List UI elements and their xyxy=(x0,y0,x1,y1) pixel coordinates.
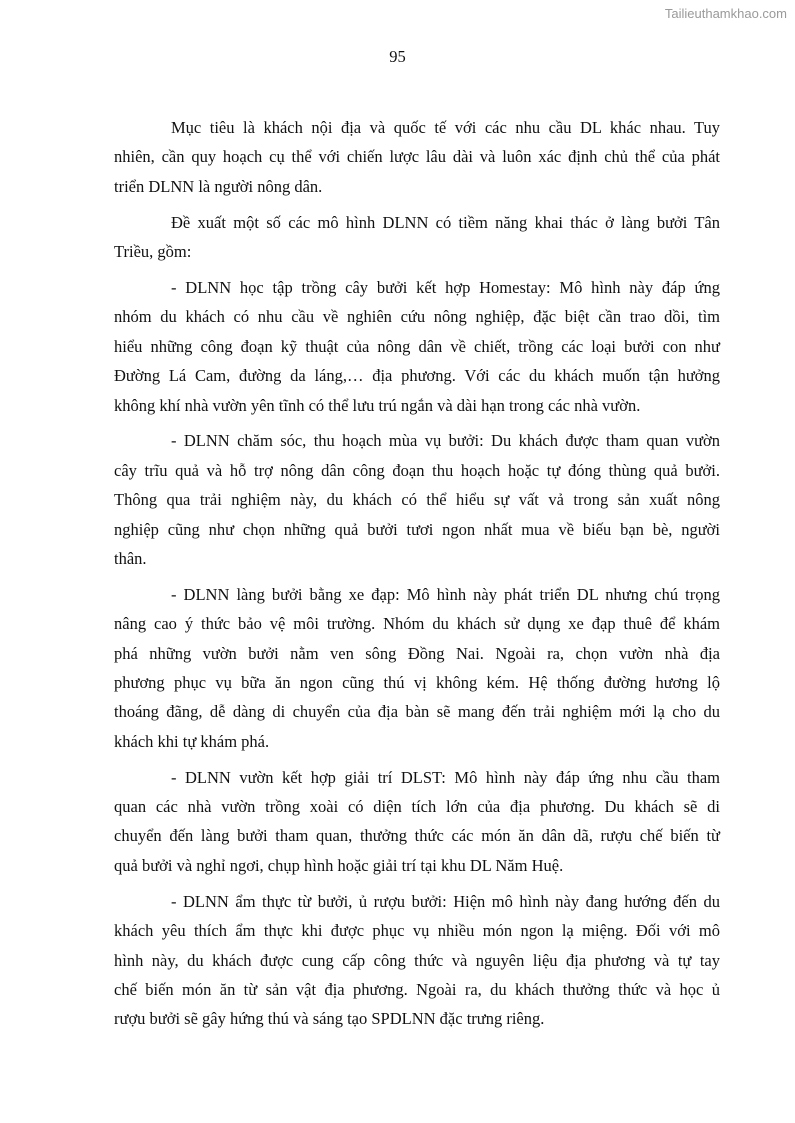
paragraph-line: - DLNN làng bưởi bằng xe đạp: Mô hình này phát triển DL nhưng chú trọng xyxy=(171,584,720,604)
paragraph-line: thân. xyxy=(114,548,147,568)
paragraph-line: chuyển đến làng bưởi tham quan, thưởng thức các món ăn dân dã, rượu chế biến từ xyxy=(114,826,720,846)
paragraph-line: không khí nhà vườn yên tĩnh có thể lưu trú ngắn và dài hạn trong các nhà vườn. xyxy=(114,395,641,415)
paragraph-line: thoáng đãng, dễ dàng di chuyển của địa bàn sẽ mang đến trải nghiệm mới lạ cho du xyxy=(114,702,720,722)
paragraph-line: hình này, du khách được cung cấp công thức và nguyên liệu địa phương và tự tay xyxy=(114,950,720,970)
paragraph-line: phá những vườn bưởi nằm ven sông Đồng Nai. Ngoài ra, chọn vườn nhà địa xyxy=(114,643,720,663)
paragraph xyxy=(114,763,720,881)
paragraph-line: nâng cao ý thức bảo vệ môi trường. Nhóm du khách sử dụng xe đạp thuê để khám xyxy=(114,614,720,634)
paragraph-line: chế biến món ăn từ sản vật địa phương. Ngoài ra, du khách thưởng thức và học ủ xyxy=(114,979,720,999)
page-number: 95 xyxy=(389,47,406,66)
paragraph-line: Đề xuất một số các mô hình DLNN có tiềm năng khai thác ở làng bưởi Tân xyxy=(171,212,720,232)
paragraph xyxy=(114,426,720,573)
paragraph-line: Đường Lá Cam, đường da láng,… địa phương. Với các du khách muốn tận hưởng xyxy=(114,366,720,386)
paragraph-line: - DLNN vườn kết hợp giải trí DLST: Mô hình này đáp ứng nhu cầu tham xyxy=(171,767,720,787)
paragraph-line: quả bưởi và nghỉ ngơi, chụp hình hoặc giải trí tại khu DL Năm Huệ. xyxy=(114,855,564,875)
paragraph-line: - DLNN ẩm thực từ bưởi, ủ rượu bưởi: Hiện mô hình này đang hướng đến du xyxy=(171,891,720,911)
paragraph-line: cây trĩu quả và hỗ trợ nông dân công đoạn thu hoạch hoặc tự đóng thùng quả bưởi. xyxy=(114,460,720,480)
paragraph xyxy=(114,273,720,420)
paragraph-line: quan các nhà vườn trồng xoài có diện tích lớn của địa phương. Du khách sẽ di xyxy=(114,797,720,817)
paragraph-line: triển DLNN là người nông dân. xyxy=(114,176,323,196)
paragraph-line: Triều, gồm: xyxy=(114,242,192,262)
paragraph xyxy=(114,113,720,201)
paragraph-line: nhiên, cần quy hoạch cụ thể với chiến lược lâu dài và luôn xác định chủ thể của phát xyxy=(114,147,720,167)
paragraph-line: nghiệp cũng như chọn những quả bưởi tươi ngon nhất mua về biếu bạn bè, người xyxy=(114,519,720,539)
paragraph-line: Mục tiêu là khách nội địa và quốc tế với các nhu cầu DL khác nhau. Tuy xyxy=(171,118,720,137)
paragraph-line: khách yêu thích ẩm thực khi được phục vụ nhiều món ngon lạ miệng. Đối với mô xyxy=(114,921,720,941)
paragraph-line: - DLNN học tập trồng cây bưởi kết hợp Homestay: Mô hình này đáp ứng xyxy=(171,277,720,297)
paragraph-line: hiểu những công đoạn kỹ thuật của nông dân về chiết, trồng các loại bưởi con như xyxy=(114,336,720,356)
watermark: Tailieuthamkhao.com xyxy=(664,6,787,21)
paragraph-line: - DLNN chăm sóc, thu hoạch mùa vụ bưởi: Du khách được tham quan vườn xyxy=(171,431,720,451)
paragraph-line: nhóm du khách có nhu cầu về nghiên cứu nông nghiệp, đặc biệt cần trao dồi, tìm xyxy=(114,307,720,327)
paragraph xyxy=(114,580,720,756)
paragraph-line: Thông qua trải nghiệm này, du khách có thể hiểu sự vất vả trong sản xuất nông xyxy=(114,490,720,510)
paragraph-line: rượu bưởi sẽ gây hứng thú và sáng tạo SPDLNN đặc trưng riêng. xyxy=(114,1009,545,1029)
paragraph-line: phương phục vụ bữa ăn ngon cũng thú vị không kém. Hệ thống đường hương lộ xyxy=(114,673,720,693)
paragraph xyxy=(114,887,720,1034)
paragraph xyxy=(114,208,720,267)
paragraph-line: khách khi tự khám phá. xyxy=(114,731,270,751)
document-body xyxy=(114,113,720,1040)
